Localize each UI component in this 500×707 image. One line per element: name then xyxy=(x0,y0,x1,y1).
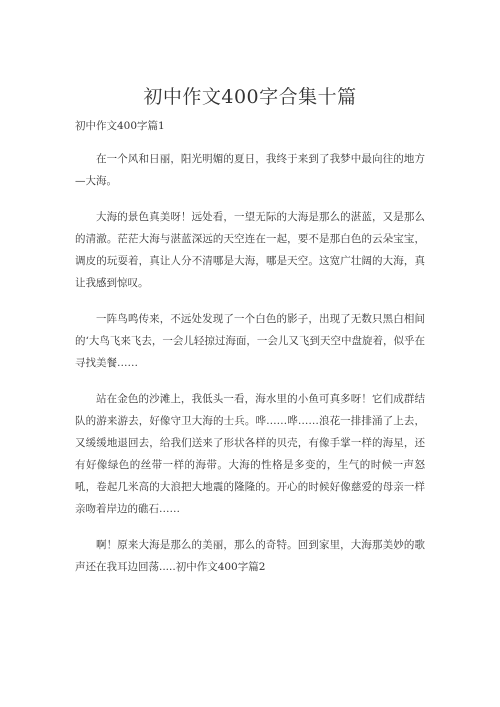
paragraph: 在一个风和日丽，阳光明媚的夏日，我终于来到了我梦中最向往的地方—大海。 xyxy=(75,153,425,187)
section-heading: 初中作文400字篇1 xyxy=(75,120,165,132)
document-title: 初中作文400字合集十篇 xyxy=(143,86,357,108)
paragraph: 大海的景色真美呀！远处看，一望无际的大海是那么的湛蓝，又是那么的清澈。茫茫大海与湛蓝深远的天空连在一起，要不是那白色的云朵宝宝，调皮的玩耍着，真让人分不清哪是大海，哪是天空。这宽广壮阔的大海，真让我感到惊叹。 xyxy=(75,211,425,289)
paragraph: 站在金色的沙滩上，我低头一看，海水里的小鱼可真多呀！它们成群结队的游来游去，好像守卫大海的士兵。哗……哗……浪花一排排涌了上去，又缓缓地退回去，给我们送来了形状各样的贝壳，有像手掌一样的海星，还有好像绿色的丝带一样的海带。大海的性格是多变的，生气的时候一声怒吼，卷起几米高的大浪把大地震的隆隆的。开心的时候好像慈爱的母亲一样亲吻着岸边的礁石…… xyxy=(75,393,425,515)
paragraph: 一阵鸟鸣传来，不远处发现了一个白色的影子，出现了无数只黑白相间的‘大鸟飞来飞去，一会儿轻掠过海面，一会儿又飞到天空中盘旋着，似乎在寻找美餐…… xyxy=(75,313,425,369)
document-body xyxy=(75,148,425,578)
paragraph: 啊！原来大海是那么的美丽，那么的奇特。回到家里，大海那美妙的歌声还在我耳边回荡.....初中作文400字篇2 xyxy=(75,539,425,573)
